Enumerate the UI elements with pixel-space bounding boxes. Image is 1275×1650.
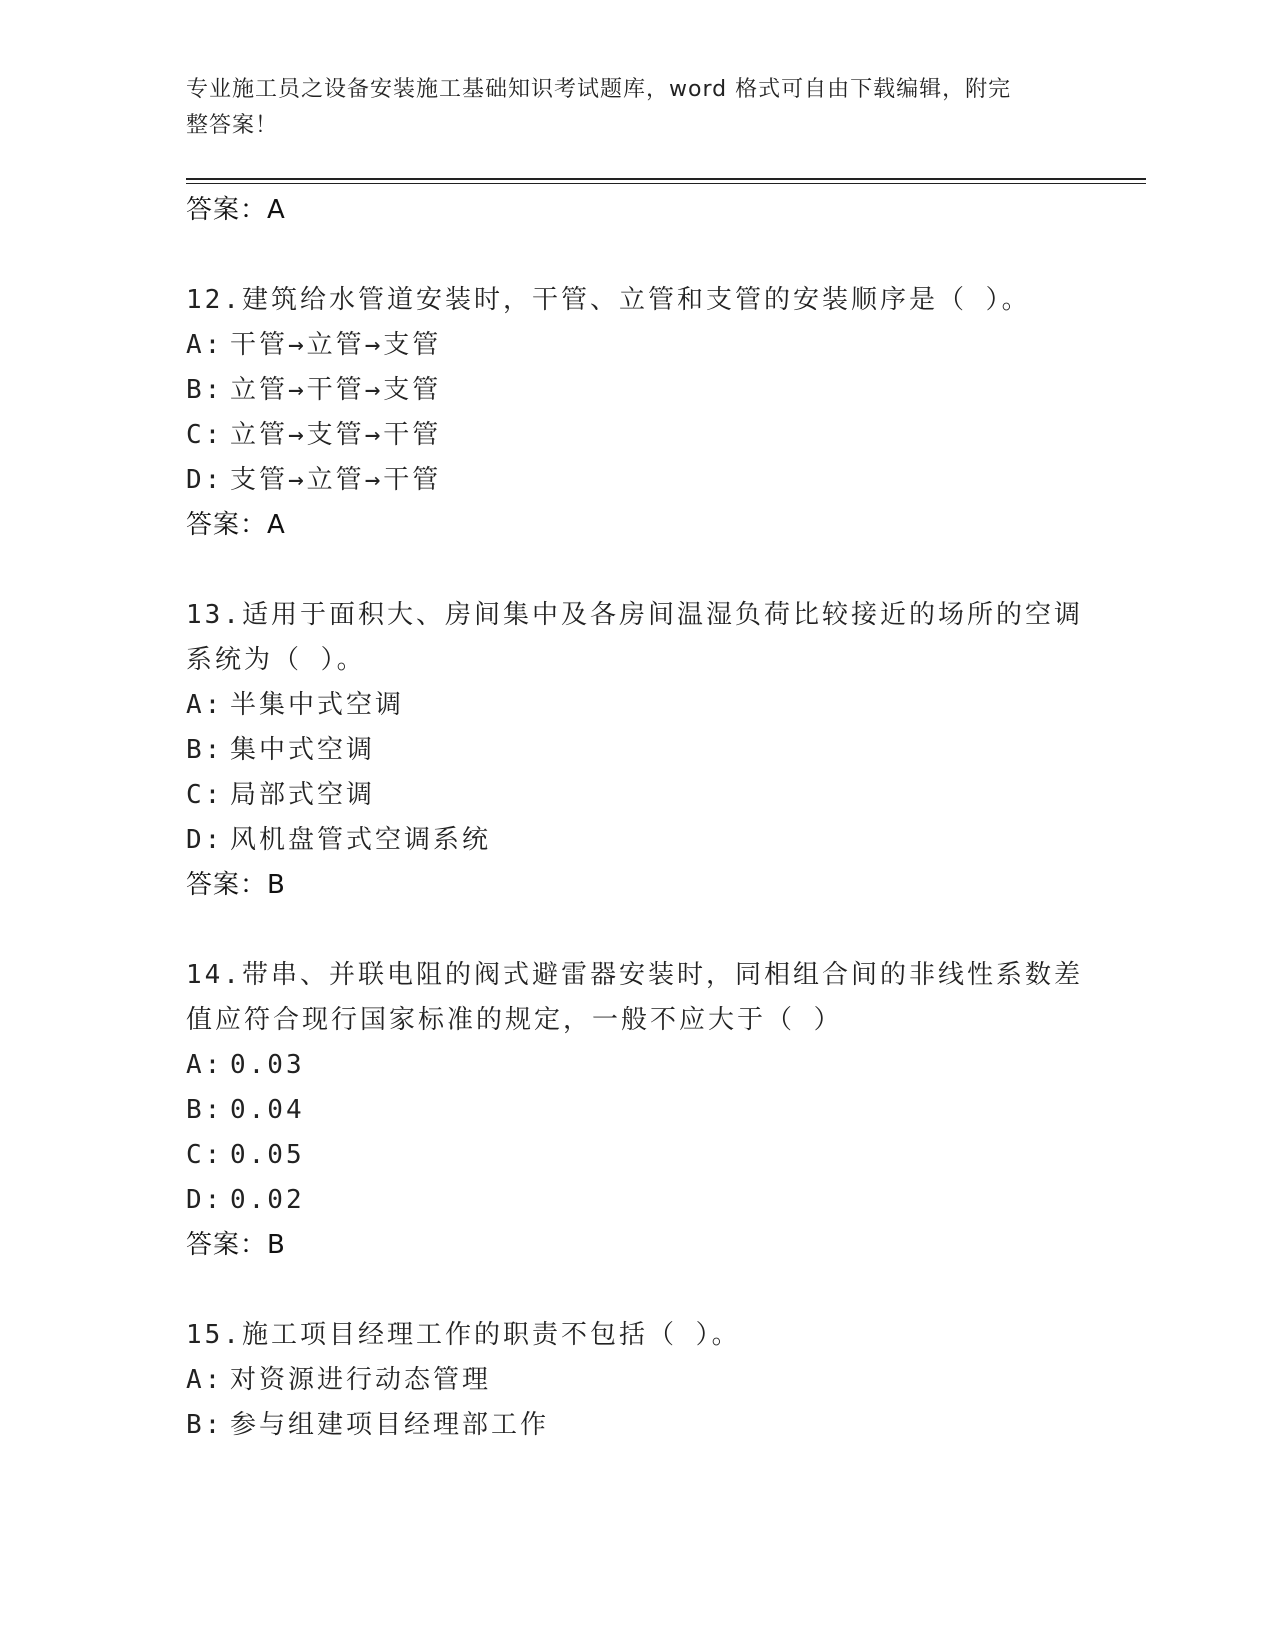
option-label: B:: [186, 735, 224, 765]
option-text: 立管→支管→干管: [230, 420, 442, 450]
option-label: B:: [186, 1410, 224, 1440]
option-label: A:: [186, 330, 224, 360]
option-label: D:: [186, 1185, 224, 1215]
option-label: A:: [186, 1050, 224, 1080]
question-13: [186, 593, 1086, 908]
option-a: [186, 1043, 1086, 1088]
question-stem: 13.适用于面积大、房间集中及各房间温湿负荷比较接近的场所的空调: [186, 600, 1083, 630]
header-line-1: 专业施工员之设备安装施工基础知识考试题库，word 格式可自由下载编辑，附完: [186, 77, 1012, 102]
option-text: 0.03: [230, 1050, 305, 1080]
option-text: 风机盘管式空调系统: [230, 825, 492, 855]
option-text: 0.05: [230, 1140, 305, 1170]
question-stem-continued: 值应符合现行国家标准的规定，一般不应大于（ ）: [186, 1005, 843, 1035]
option-text: 立管→干管→支管: [230, 375, 442, 405]
option-d: [186, 818, 1086, 863]
option-b: [186, 728, 1086, 773]
option-label: C:: [186, 420, 224, 450]
option-text: 干管→立管→支管: [230, 330, 442, 360]
option-text: 0.02: [230, 1185, 305, 1215]
question-stem: 15.施工项目经理工作的职责不包括（ ）。: [186, 1320, 741, 1350]
option-d: [186, 458, 1086, 503]
answer-line: 答案：B: [186, 1230, 286, 1260]
option-c: [186, 773, 1086, 818]
option-label: D:: [186, 825, 224, 855]
spacer: [186, 908, 1086, 953]
option-b: [186, 1088, 1086, 1133]
answer-line: 答案：A: [186, 510, 286, 540]
header-divider-thick: [186, 178, 1146, 180]
question-14: [186, 953, 1086, 1268]
page-header: [186, 72, 1066, 144]
question-stem: 14.带串、并联电阻的阀式避雷器安装时，同相组合间的非线性系数差: [186, 960, 1083, 990]
option-a: [186, 683, 1086, 728]
option-text: 参与组建项目经理部工作: [230, 1410, 550, 1440]
option-b: [186, 1403, 1086, 1448]
option-a: [186, 1358, 1086, 1403]
option-text: 局部式空调: [230, 780, 376, 810]
spacer: [186, 233, 1086, 278]
option-label: B:: [186, 375, 224, 405]
header-line-2: 整答案！: [186, 113, 279, 138]
spacer: [186, 548, 1086, 593]
question-list: [186, 188, 1086, 1448]
question-12: [186, 278, 1086, 548]
option-label: A:: [186, 690, 224, 720]
option-text: 0.04: [230, 1095, 305, 1125]
spacer: [186, 1268, 1086, 1313]
previous-answer: 答案：A: [186, 195, 286, 225]
header-divider-thin: [186, 183, 1146, 184]
option-label: B:: [186, 1095, 224, 1125]
option-text: 半集中式空调: [230, 690, 405, 720]
option-d: [186, 1178, 1086, 1223]
option-label: A:: [186, 1365, 224, 1395]
option-text: 集中式空调: [230, 735, 376, 765]
answer-line: 答案：B: [186, 870, 286, 900]
question-stem-continued: 系统为（ ）。: [186, 645, 366, 675]
option-label: C:: [186, 780, 224, 810]
option-c: [186, 413, 1086, 458]
option-a: [186, 323, 1086, 368]
option-label: D:: [186, 465, 224, 495]
option-c: [186, 1133, 1086, 1178]
option-text: 支管→立管→干管: [230, 465, 442, 495]
question-15: [186, 1313, 1086, 1448]
question-stem: 12.建筑给水管道安装时，干管、立管和支管的安装顺序是（ ）。: [186, 285, 1031, 315]
option-label: C:: [186, 1140, 224, 1170]
option-b: [186, 368, 1086, 413]
option-text: 对资源进行动态管理: [230, 1365, 492, 1395]
